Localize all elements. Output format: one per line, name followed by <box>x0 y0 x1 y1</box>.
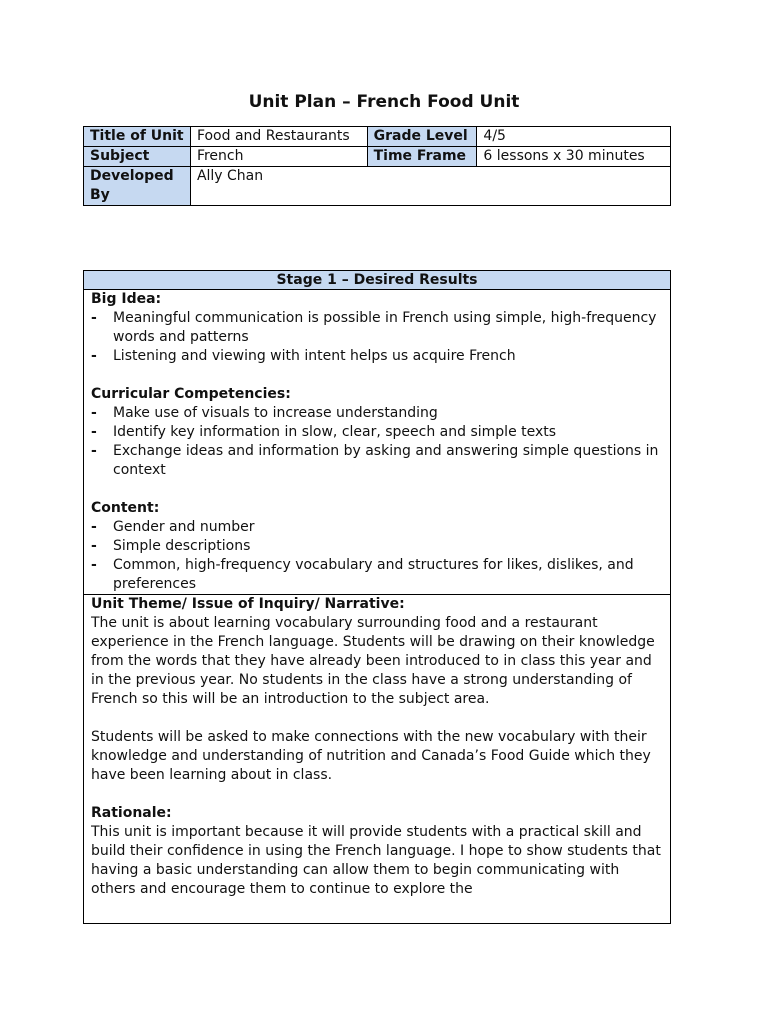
timeframe-value: 6 lessons x 30 minutes <box>477 147 671 167</box>
theme-paragraph-1: The unit is about learning vocabulary surrounding food and a restaurant experience in the French language. Students will be drawing on their knowledge from the words that they have already been introduced to in class this year and in the previous year. No students in the class have a strong understanding of French so this will be an introduction to the subject area. <box>91 615 655 707</box>
content-list <box>91 518 664 594</box>
theme-rationale-cell <box>84 595 671 924</box>
list-item: - Gender and number <box>91 518 664 537</box>
subject-label: Subject <box>84 147 191 167</box>
big-idea-heading: Big Idea: <box>91 291 162 307</box>
unit-info-table <box>83 126 671 206</box>
list-item: - Listening and viewing with intent helps us acquire French <box>91 347 664 366</box>
title-value: Food and Restaurants <box>190 127 367 147</box>
timeframe-label: Time Frame <box>367 147 477 167</box>
info-row-title <box>84 127 671 147</box>
list-item: - Make use of visuals to increase understanding <box>91 404 664 423</box>
list-item: - Simple descriptions <box>91 537 664 556</box>
subject-value: French <box>190 147 367 167</box>
list-item: - Meaningful communication is possible in French using simple, high-frequency words and patterns <box>91 309 664 347</box>
developed-label: Developed By <box>84 167 191 206</box>
grade-label: Grade Level <box>367 127 477 147</box>
list-item: - Common, high-frequency vocabulary and structures for likes, dislikes, and preferences <box>91 556 664 594</box>
theme-paragraph-2: Students will be asked to make connections with the new vocabulary with their knowledge and understanding of nutrition and Canada’s Food Guide which they have been learning about in class. <box>91 729 651 783</box>
big-idea-list <box>91 309 664 366</box>
desired-results-cell <box>84 290 671 595</box>
developed-value: Ally Chan <box>190 167 670 206</box>
list-item: - Identify key information in slow, clear, speech and simple texts <box>91 423 664 442</box>
stage1-table <box>83 270 671 924</box>
rationale-paragraph: This unit is important because it will provide students with a practical skill and build their confidence in using the French language. I hope to show students that having a basic understanding can allow them to begin communicating with others and encourage them to continue to explore the <box>91 824 661 897</box>
grade-value: 4/5 <box>477 127 671 147</box>
content-heading: Content: <box>91 500 160 516</box>
info-row-developed <box>84 167 671 206</box>
list-item: - Exchange ideas and information by asking and answering simple questions in context <box>91 442 664 480</box>
theme-heading: Unit Theme/ Issue of Inquiry/ Narrative: <box>91 596 405 612</box>
competencies-heading: Curricular Competencies: <box>91 386 291 402</box>
competencies-list <box>91 404 664 480</box>
rationale-heading: Rationale: <box>91 805 172 821</box>
stage1-header: Stage 1 – Desired Results <box>84 271 671 290</box>
title-label: Title of Unit <box>84 127 191 147</box>
page-title: Unit Plan – French Food Unit <box>248 92 520 112</box>
info-row-subject <box>84 147 671 167</box>
